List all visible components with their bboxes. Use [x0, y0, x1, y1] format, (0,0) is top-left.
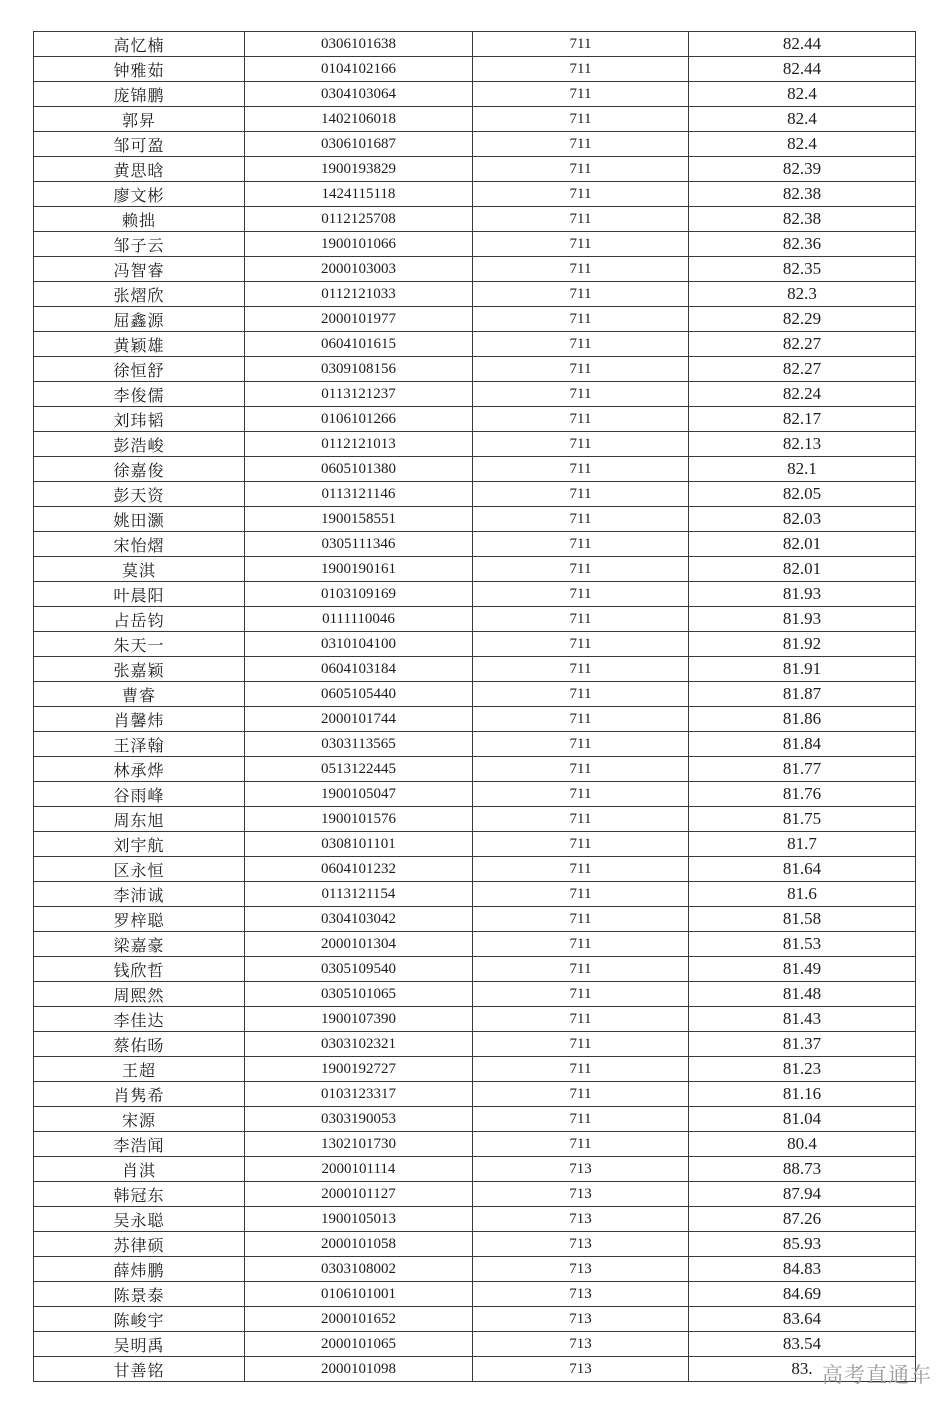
table-cell-code: 711 [473, 782, 689, 807]
table-cell-id: 2000101304 [245, 932, 473, 957]
table-cell-code: 711 [473, 607, 689, 632]
table-row [34, 1257, 916, 1282]
table-cell-code: 711 [473, 507, 689, 532]
table-cell-score: 82.3 [689, 282, 916, 307]
table-row [34, 132, 916, 157]
table-cell-id: 0304103064 [245, 82, 473, 107]
table-cell-code: 711 [473, 882, 689, 907]
table-cell-code: 711 [473, 482, 689, 507]
table-cell-id: 0303190053 [245, 1107, 473, 1132]
table-cell-id: 2000101977 [245, 307, 473, 332]
table-cell-name: 李沛诚 [34, 882, 245, 907]
table-cell-name: 彭浩峻 [34, 432, 245, 457]
table-cell-score: 81.91 [689, 657, 916, 682]
table-row [34, 857, 916, 882]
table-cell-score: 82.13 [689, 432, 916, 457]
table-cell-code: 713 [473, 1182, 689, 1207]
table-row [34, 732, 916, 757]
table-cell-code: 711 [473, 682, 689, 707]
table-cell-name: 邹可盈 [34, 132, 245, 157]
table-cell-id: 2000101127 [245, 1182, 473, 1207]
table-cell-name: 冯智睿 [34, 257, 245, 282]
results-table [33, 31, 916, 1382]
table-cell-score: 81.48 [689, 982, 916, 1007]
table-cell-id: 0605101380 [245, 457, 473, 482]
table-cell-code: 711 [473, 457, 689, 482]
table-cell-id: 1424115118 [245, 182, 473, 207]
table-cell-id: 2000101065 [245, 1332, 473, 1357]
table-cell-name: 莫淇 [34, 557, 245, 582]
table-cell-score: 81.64 [689, 857, 916, 882]
table-cell-code: 711 [473, 282, 689, 307]
table-cell-id: 0513122445 [245, 757, 473, 782]
table-row [34, 932, 916, 957]
table-row [34, 1032, 916, 1057]
table-cell-name: 陈景泰 [34, 1282, 245, 1307]
table-cell-name: 李佳达 [34, 1007, 245, 1032]
table-row [34, 1057, 916, 1082]
table-row [34, 882, 916, 907]
table-row [34, 907, 916, 932]
table-cell-score: 82.38 [689, 182, 916, 207]
table-row [34, 782, 916, 807]
table-cell-name: 郭昇 [34, 107, 245, 132]
table-cell-code: 711 [473, 107, 689, 132]
table-cell-id: 1900190161 [245, 557, 473, 582]
table-cell-score: 81.37 [689, 1032, 916, 1057]
table-cell-name: 廖文彬 [34, 182, 245, 207]
table-cell-id: 0113121146 [245, 482, 473, 507]
table-cell-id: 0112121013 [245, 432, 473, 457]
table-cell-code: 711 [473, 1057, 689, 1082]
table-cell-name: 张熠欣 [34, 282, 245, 307]
table-cell-name: 罗梓聪 [34, 907, 245, 932]
table-cell-score: 82.27 [689, 357, 916, 382]
table-cell-score: 82.27 [689, 332, 916, 357]
table-cell-score: 84.69 [689, 1282, 916, 1307]
table-cell-name: 周熙然 [34, 982, 245, 1007]
table-cell-name: 徐恒舒 [34, 357, 245, 382]
table-cell-score: 81.16 [689, 1082, 916, 1107]
table-cell-code: 711 [473, 1007, 689, 1032]
table-cell-code: 713 [473, 1257, 689, 1282]
table-row [34, 632, 916, 657]
table-cell-score: 81.04 [689, 1107, 916, 1132]
table-cell-name: 谷雨峰 [34, 782, 245, 807]
table-cell-code: 711 [473, 1032, 689, 1057]
table-cell-code: 713 [473, 1232, 689, 1257]
table-cell-name: 区永恒 [34, 857, 245, 882]
table-cell-code: 711 [473, 257, 689, 282]
table-cell-name: 黄颖雄 [34, 332, 245, 357]
table-row [34, 1107, 916, 1132]
table-cell-name: 陈峻宇 [34, 1307, 245, 1332]
table-cell-code: 711 [473, 157, 689, 182]
table-cell-id: 0309108156 [245, 357, 473, 382]
table-cell-code: 711 [473, 407, 689, 432]
table-cell-code: 711 [473, 357, 689, 382]
table-cell-score: 84.83 [689, 1257, 916, 1282]
table-cell-code: 711 [473, 307, 689, 332]
table-cell-score: 82.38 [689, 207, 916, 232]
table-cell-id: 2000101058 [245, 1232, 473, 1257]
table-cell-score: 81.58 [689, 907, 916, 932]
table-cell-score: 82.17 [689, 407, 916, 432]
table-cell-code: 711 [473, 957, 689, 982]
table-cell-code: 711 [473, 557, 689, 582]
table-cell-score: 87.94 [689, 1182, 916, 1207]
table-row [34, 457, 916, 482]
table-cell-id: 0306101638 [245, 32, 473, 57]
table-cell-score: 82.05 [689, 482, 916, 507]
table-cell-id: 0308101101 [245, 832, 473, 857]
table-cell-name: 邹子云 [34, 232, 245, 257]
table-cell-id: 0303108002 [245, 1257, 473, 1282]
table-cell-code: 711 [473, 707, 689, 732]
table-cell-id: 0305109540 [245, 957, 473, 982]
table-cell-score: 81.92 [689, 632, 916, 657]
table-cell-name: 占岳钧 [34, 607, 245, 632]
table-row [34, 1232, 916, 1257]
table-cell-score: 81.76 [689, 782, 916, 807]
table-row [34, 682, 916, 707]
table-cell-name: 林承烨 [34, 757, 245, 782]
table-cell-name: 姚田灏 [34, 507, 245, 532]
table-cell-name: 张嘉颖 [34, 657, 245, 682]
table-row [34, 357, 916, 382]
table-cell-code: 711 [473, 657, 689, 682]
table-cell-name: 王超 [34, 1057, 245, 1082]
table-cell-id: 0106101001 [245, 1282, 473, 1307]
table-cell-id: 2000101652 [245, 1307, 473, 1332]
table-cell-name: 赖拙 [34, 207, 245, 232]
table-cell-id: 0113121154 [245, 882, 473, 907]
table-cell-id: 1900101576 [245, 807, 473, 832]
table-cell-code: 711 [473, 82, 689, 107]
table-cell-code: 711 [473, 1132, 689, 1157]
results-table-body [34, 32, 916, 1382]
table-cell-name: 钟雅茹 [34, 57, 245, 82]
table-row [34, 232, 916, 257]
table-cell-score: 88.73 [689, 1157, 916, 1182]
table-cell-code: 711 [473, 857, 689, 882]
table-cell-code: 711 [473, 532, 689, 557]
table-cell-score: 81.87 [689, 682, 916, 707]
table-row [34, 407, 916, 432]
table-row [34, 657, 916, 682]
table-row [34, 607, 916, 632]
table-cell-score: 83.64 [689, 1307, 916, 1332]
table-cell-name: 曹睿 [34, 682, 245, 707]
table-row [34, 332, 916, 357]
table-cell-score: 82.35 [689, 257, 916, 282]
table-cell-code: 711 [473, 182, 689, 207]
table-cell-score: 81.49 [689, 957, 916, 982]
table-cell-id: 1302101730 [245, 1132, 473, 1157]
table-cell-name: 刘宇航 [34, 832, 245, 857]
table-row [34, 157, 916, 182]
table-cell-name: 蔡佑旸 [34, 1032, 245, 1057]
table-cell-code: 711 [473, 982, 689, 1007]
table-cell-score: 82.03 [689, 507, 916, 532]
table-cell-score: 87.26 [689, 1207, 916, 1232]
table-row [34, 957, 916, 982]
table-cell-score: 83.54 [689, 1332, 916, 1357]
table-cell-id: 1402106018 [245, 107, 473, 132]
table-cell-code: 713 [473, 1357, 689, 1382]
table-cell-id: 1900101066 [245, 232, 473, 257]
table-cell-name: 肖淇 [34, 1157, 245, 1182]
table-cell-code: 711 [473, 907, 689, 932]
table-cell-name: 吴永聪 [34, 1207, 245, 1232]
table-cell-id: 0605105440 [245, 682, 473, 707]
table-cell-code: 711 [473, 232, 689, 257]
table-cell-score: 82.24 [689, 382, 916, 407]
table-row [34, 1132, 916, 1157]
table-cell-code: 711 [473, 732, 689, 757]
table-cell-code: 711 [473, 832, 689, 857]
table-cell-score: 81.23 [689, 1057, 916, 1082]
table-cell-score: 82.44 [689, 57, 916, 82]
table-cell-code: 711 [473, 382, 689, 407]
table-cell-id: 0113121237 [245, 382, 473, 407]
table-row [34, 982, 916, 1007]
table-cell-score: 82.39 [689, 157, 916, 182]
table-cell-score: 81.84 [689, 732, 916, 757]
table-cell-score: 82.01 [689, 532, 916, 557]
table-cell-id: 0304103042 [245, 907, 473, 932]
table-row [34, 1207, 916, 1232]
table-row [34, 807, 916, 832]
table-cell-code: 711 [473, 32, 689, 57]
table-cell-score: 82.1 [689, 457, 916, 482]
table-cell-name: 梁嘉豪 [34, 932, 245, 957]
table-row [34, 182, 916, 207]
table-row [34, 832, 916, 857]
table-cell-code: 713 [473, 1282, 689, 1307]
table-cell-id: 0310104100 [245, 632, 473, 657]
table-cell-code: 711 [473, 582, 689, 607]
table-cell-id: 1900192727 [245, 1057, 473, 1082]
table-cell-id: 0112121033 [245, 282, 473, 307]
table-cell-name: 韩冠东 [34, 1182, 245, 1207]
table-cell-score: 82.4 [689, 82, 916, 107]
table-cell-id: 0604103184 [245, 657, 473, 682]
table-row [34, 757, 916, 782]
table-cell-id: 0103109169 [245, 582, 473, 607]
table-cell-name: 钱欣哲 [34, 957, 245, 982]
table-cell-id: 0104102166 [245, 57, 473, 82]
table-row [34, 1282, 916, 1307]
table-cell-score: 81.7 [689, 832, 916, 857]
table-cell-id: 2000101744 [245, 707, 473, 732]
table-cell-id: 1900107390 [245, 1007, 473, 1032]
table-cell-name: 吴明禹 [34, 1332, 245, 1357]
table-cell-name: 朱天一 [34, 632, 245, 657]
table-cell-name: 庞锦鹏 [34, 82, 245, 107]
table-cell-code: 711 [473, 757, 689, 782]
table-cell-score: 81.86 [689, 707, 916, 732]
table-cell-score: 81.77 [689, 757, 916, 782]
table-row [34, 532, 916, 557]
table-cell-score: 81.43 [689, 1007, 916, 1032]
table-row [34, 82, 916, 107]
table-cell-score: 81.93 [689, 582, 916, 607]
table-cell-score: 81.93 [689, 607, 916, 632]
table-cell-score: 81.75 [689, 807, 916, 832]
table-cell-code: 711 [473, 932, 689, 957]
table-cell-code: 711 [473, 807, 689, 832]
table-cell-name: 刘玮韬 [34, 407, 245, 432]
table-cell-name: 黄思晗 [34, 157, 245, 182]
table-row [34, 32, 916, 57]
table-cell-code: 713 [473, 1332, 689, 1357]
table-row [34, 1082, 916, 1107]
table-row [34, 507, 916, 532]
table-cell-code: 711 [473, 132, 689, 157]
table-row [34, 1007, 916, 1032]
table-cell-score: 82.01 [689, 557, 916, 582]
table-cell-score: 82.29 [689, 307, 916, 332]
table-cell-name: 叶晨阳 [34, 582, 245, 607]
table-row [34, 432, 916, 457]
table-cell-id: 0306101687 [245, 132, 473, 157]
table-row [34, 582, 916, 607]
table-cell-id: 0106101266 [245, 407, 473, 432]
table-cell-name: 李浩闻 [34, 1132, 245, 1157]
table-cell-id: 2000101114 [245, 1157, 473, 1182]
table-cell-score: 82.36 [689, 232, 916, 257]
table-cell-id: 2000103003 [245, 257, 473, 282]
table-cell-name: 李俊儒 [34, 382, 245, 407]
table-cell-name: 周东旭 [34, 807, 245, 832]
table-cell-id: 2000101098 [245, 1357, 473, 1382]
table-row [34, 382, 916, 407]
table-cell-name: 肖馨炜 [34, 707, 245, 732]
table-cell-id: 0103123317 [245, 1082, 473, 1107]
table-row [34, 1157, 916, 1182]
table-row [34, 557, 916, 582]
table-cell-id: 1900158551 [245, 507, 473, 532]
table-cell-name: 薛炜鹏 [34, 1257, 245, 1282]
table-cell-name: 王泽翰 [34, 732, 245, 757]
table-cell-code: 713 [473, 1207, 689, 1232]
table-row [34, 107, 916, 132]
table-cell-code: 711 [473, 1107, 689, 1132]
table-cell-score: 85.93 [689, 1232, 916, 1257]
table-cell-name: 苏律硕 [34, 1232, 245, 1257]
table-cell-score: 82.44 [689, 32, 916, 57]
table-cell-score: 82.4 [689, 107, 916, 132]
table-cell-id: 1900105047 [245, 782, 473, 807]
table-row [34, 282, 916, 307]
table-row [34, 57, 916, 82]
table-cell-code: 713 [473, 1157, 689, 1182]
table-cell-name: 肖隽希 [34, 1082, 245, 1107]
table-cell-score: 83. [689, 1357, 916, 1382]
table-cell-code: 711 [473, 57, 689, 82]
table-cell-score: 80.4 [689, 1132, 916, 1157]
table-cell-id: 0111110046 [245, 607, 473, 632]
table-cell-id: 1900193829 [245, 157, 473, 182]
table-cell-score: 81.6 [689, 882, 916, 907]
table-cell-name: 宋怡熠 [34, 532, 245, 557]
table-cell-name: 彭天资 [34, 482, 245, 507]
table-row [34, 1332, 916, 1357]
table-row [34, 307, 916, 332]
table-row [34, 207, 916, 232]
table-cell-id: 0604101232 [245, 857, 473, 882]
table-cell-name: 屈鑫源 [34, 307, 245, 332]
table-cell-id: 0604101615 [245, 332, 473, 357]
table-cell-code: 711 [473, 207, 689, 232]
table-cell-code: 711 [473, 632, 689, 657]
table-cell-id: 0303102321 [245, 1032, 473, 1057]
table-row [34, 1357, 916, 1382]
watermark-text: 高考直通车 [822, 1363, 932, 1387]
table-cell-score: 81.53 [689, 932, 916, 957]
table-cell-name: 高忆楠 [34, 32, 245, 57]
table-row [34, 257, 916, 282]
table-cell-code: 711 [473, 1082, 689, 1107]
table-cell-name: 徐嘉俊 [34, 457, 245, 482]
table-row [34, 1307, 916, 1332]
table-cell-name: 甘善铭 [34, 1357, 245, 1382]
table-cell-code: 711 [473, 332, 689, 357]
table-cell-id: 0303113565 [245, 732, 473, 757]
table-cell-id: 0112125708 [245, 207, 473, 232]
table-cell-id: 0305101065 [245, 982, 473, 1007]
table-cell-name: 宋源 [34, 1107, 245, 1132]
table-cell-code: 711 [473, 432, 689, 457]
table-row [34, 707, 916, 732]
table-cell-id: 0305111346 [245, 532, 473, 557]
table-cell-score: 82.4 [689, 132, 916, 157]
table-row [34, 1182, 916, 1207]
table-cell-code: 713 [473, 1307, 689, 1332]
table-cell-id: 1900105013 [245, 1207, 473, 1232]
table-row [34, 482, 916, 507]
